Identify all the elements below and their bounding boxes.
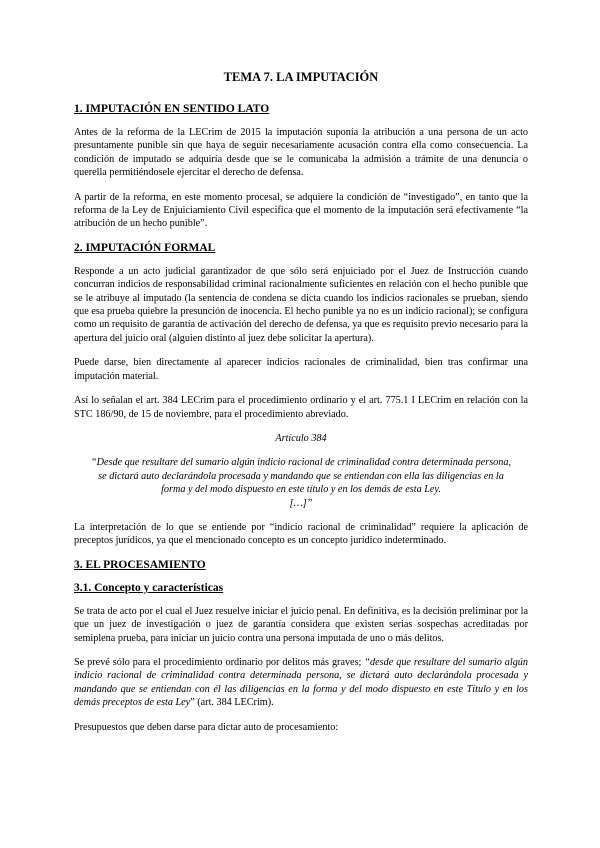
section-3-1-heading: 3.1. Concepto y características [74,581,224,594]
section-1-paragraph-1: Antes de la reforma de la LECrim de 2015 la imputación suponía la atribución a una persona de un acto presuntamente punible sin que haya de seguir necesariamente acusación contra ella como consecuencia. La condición de imputado se adquiría desde que se le comunicaba la admisión a trámite de una denuncia o querella permitiéndosele ejercitar el derecho de defensa. [74,127,528,179]
section-3-paragraph-2-end: ” (art. 384 LECrim). [190,697,274,709]
article-quote [88,456,514,510]
section-2-paragraph-3: Así lo señalan el art. 384 LECrim para el procedimiento ordinario y el art. 775.1 I LECrim en relación con la STC 186/90, de 15 de noviembre, para el procedimiento abreviado. [74,395,528,420]
section-3-paragraph-2-start: Se prevé sólo para el procedimiento ordinario por delitos más graves; [74,656,365,668]
section-3-paragraph-2-quote: “desde que resultare del sumario algún indicio racional de criminalidad contra determinada persona, se dictará auto declarándola procesada y mandando que se entiendan con él las diligencias en la forma y del modo dispuesto en este Título y en los demás preceptos de esta Ley [74,656,528,709]
section-2-paragraph-1: Responde a un acto judicial garantizador de que sólo será enjuiciado por el Juez de Instrucción cuando concurran indicios de responsabilidad criminal racionalmente suficientes en relación con el hecho punible que se le atribuye al imputado (la sentencia de condena se dicta cuando los indicios racionales se prueban, siendo que esa prueba quiebre la presunción de inocencia. El hecho punible ya no es un indicio racional); se configura como un requisito de garantía de activación del derecho de defensa, ya que es requisito previo necesario para la apertura del juicio oral (alguien distinto al juez debe solicitar la apertura). [74,265,529,344]
document-page [74,70,528,745]
section-2-paragraph-2: Puede darse, bien directamente al aparecer indicios racionales de criminalidad, bien tras confirmar una imputación material. [74,357,528,382]
document-title: TEMA 7. LA IMPUTACIÓN [223,70,379,84]
section-3-paragraph-2 [74,656,528,710]
article-quote-ellipsis: […]” [289,497,313,509]
section-3-paragraph-3: Presupuestos que deben darse para dictar auto de procesamiento: [74,721,339,733]
section-2-paragraph-4: La interpretación de lo que se entiende por “indicio racional de criminalidad” requiere la aplicación de preceptos jurídicos, ya que el mencionado concepto es un concepto jurídico indeterminado. [74,521,528,547]
article-quote-text: “Desde que resultare del sumario algún indicio racional de criminalidad contra determinada persona, se dictará auto declarándola procesada y mandando que se entiendan con ella las diligencias en la forma y del modo dispuesto en este título y en los demás de esta Ley. [90,457,511,496]
section-1-paragraph-2: A partir de la reforma, en este momento procesal, se adquiere la condición de “investigado”, en tanto que la reforma de la Ley de Enjuiciamiento Civil especifica que el momento de la imputación será efectivamente “la atribución de un hecho punible”. [74,191,528,230]
section-3-paragraph-1: Se trata de acto por el cual el Juez resuelve iniciar el juicio penal. En definitiva, es la decisión preliminar por la que un juez de investigación o juez de garantía considera que existen serias sospechas acreditadas por semiplena prueba, para iniciar un juicio contra una persona imputada de uno o más delitos. [74,605,528,644]
section-3-heading: 3. EL PROCESAMIENTO [74,558,206,571]
section-1-heading: 1. IMPUTACIÓN EN SENTIDO LATO [74,103,270,115]
article-title: Artículo 384 [275,432,327,444]
section-2-heading: 2. IMPUTACIÓN FORMAL [74,241,216,254]
